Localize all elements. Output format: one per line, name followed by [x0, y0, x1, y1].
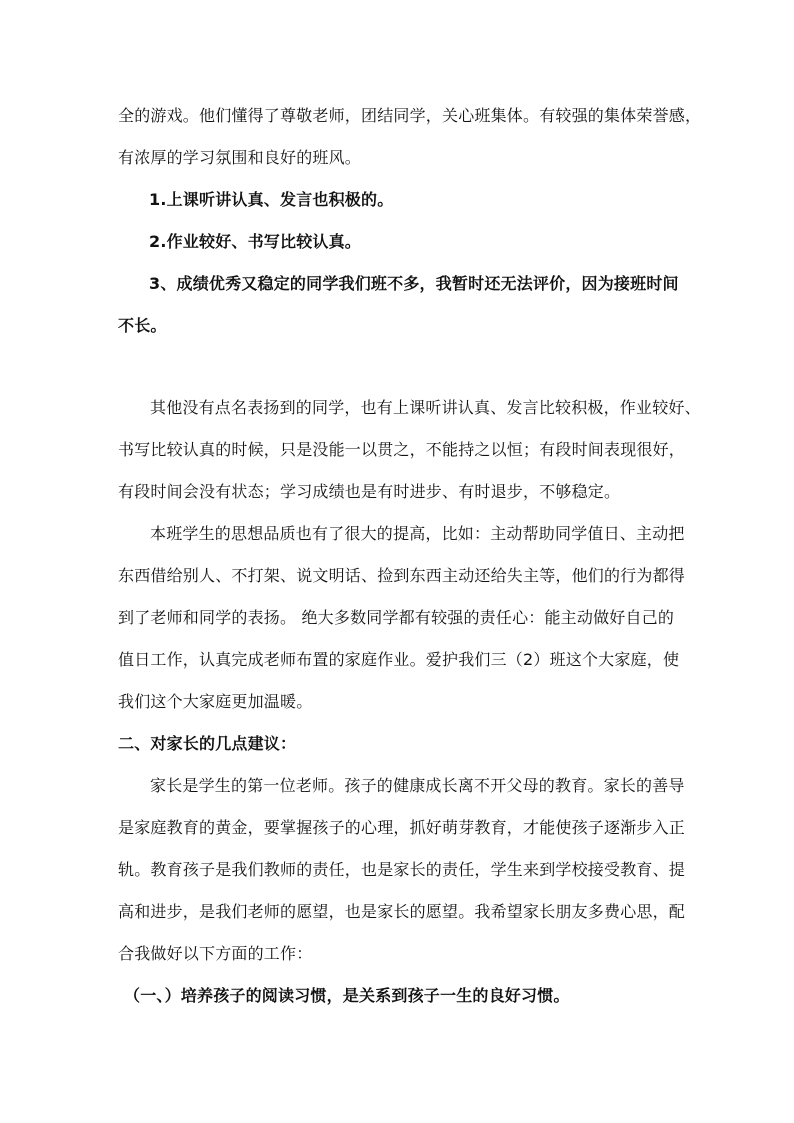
- paragraph-line: 到了老师和同学的表扬。 绝大多数同学都有较强的责任心：能主动做好自己的: [118, 608, 675, 627]
- paragraph-line: 本班学生的思想品质也有了很大的提高，比如：主动帮助同学值日、主动把: [150, 524, 685, 543]
- paragraph-line: 全的游戏。他们懂得了尊敬老师，团结同学，关心班集体。有较强的集体荣誉感，: [118, 106, 702, 125]
- paragraph-line: 合我做好以下方面的工作：: [118, 944, 313, 963]
- list-item-3: 3、成绩优秀又稳定的同学我们班不多，我暂时还无法评价，因为接班时间: [149, 274, 679, 293]
- paragraph-line: 我们这个大家庭更加温暖。: [118, 692, 313, 711]
- list-item-2: 2.作业较好、书写比较认真。: [149, 232, 362, 251]
- paragraph-line: 家长是学生的第一位老师。孩子的健康成长离不开父母的教育。家长的善导: [150, 776, 685, 795]
- subsection-heading: （一、）培养孩子的阅读习惯，是关系到孩子一生的良好习惯。: [124, 986, 570, 1005]
- paragraph-line: 东西借给别人、不打架、说文明话、捡到东西主动还给失主等，他们的行为都得: [118, 566, 686, 585]
- list-item-1: 1.上课听讲认真、发言也积极的。: [149, 190, 394, 209]
- paragraph-line: 有段时间会没有状态；学习成绩也是有时进步、有时退步，不够稳定。: [118, 482, 621, 501]
- paragraph-line: 轨。教育孩子是我们教师的责任，也是家长的责任，学生来到学校接受教育、提: [118, 860, 686, 879]
- paragraph-line: 其他没有点名表扬到的同学，也有上课听讲认真、发言比较积极，作业较好、: [150, 398, 701, 417]
- paragraph-line: 有浓厚的学习氛围和良好的班风。: [118, 148, 362, 167]
- paragraph-line: 值日工作，认真完成老师布置的家庭作业。爱护我们三（2）班这个大家庭，使: [118, 650, 680, 669]
- section-heading: 二、对家长的几点建议：: [118, 734, 297, 753]
- paragraph-line: 是家庭教育的黄金，要掌握孩子的心理，抓好萌芽教育，才能使孩子逐渐步入正: [118, 818, 686, 837]
- list-item-3-continued: 不长。: [118, 316, 167, 335]
- paragraph-line: 书写比较认真的时候，只是没能一以贯之，不能持之以恒；有段时间表现很好，: [118, 440, 686, 459]
- paragraph-line: 高和进步，是我们老师的愿望，也是家长的愿望。我希望家长朋友多费心思，配: [118, 902, 686, 921]
